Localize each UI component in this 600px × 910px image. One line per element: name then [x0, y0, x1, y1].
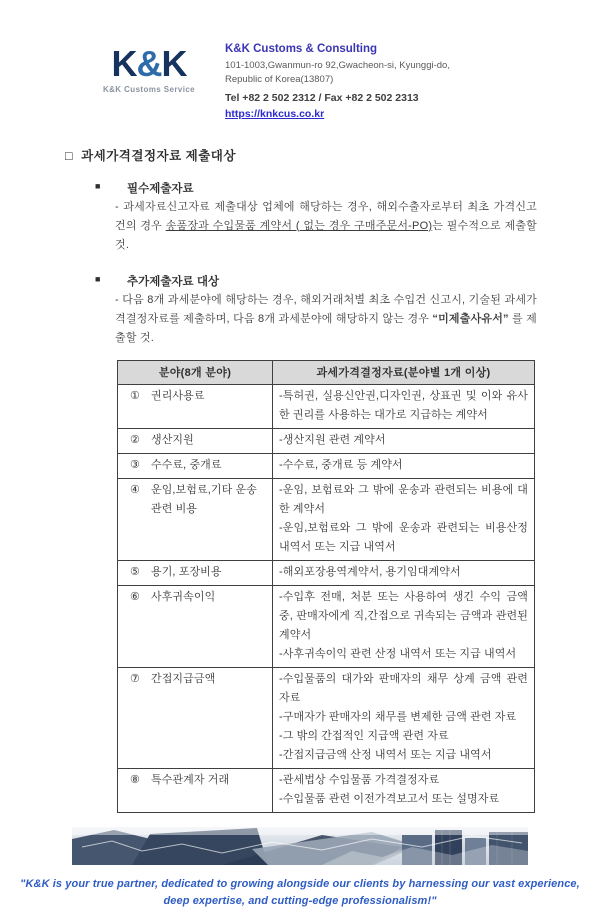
subsection-additional-label: 추가제출자료 대상	[127, 275, 220, 288]
address-line-1: 101-1003,Gwanmun-ro 92,Gwacheon-si, Kyunggi-do,	[225, 60, 450, 71]
required-text-underlined: 송품장과 수입물품 계약서 ( 없는 경우 구매주문서-PO)	[165, 219, 433, 232]
row-number: ⑧	[130, 773, 140, 786]
row-number: ⑥	[130, 590, 140, 603]
table-row	[118, 384, 535, 428]
table-row	[118, 428, 535, 453]
document-line: -수수료, 중개료 등 계약서	[279, 458, 403, 471]
tel-fax: Tel +82 2 502 2312 / Fax +82 2 502 2313	[225, 91, 419, 104]
document-line: -특허권, 실용신안권,디자인권, 상표권 및 이와 유사한 권리를 사용하는 대가로 지급하는 계약서	[279, 389, 528, 421]
row-category: 특수관계자 거래	[150, 773, 230, 786]
documents-cell	[273, 585, 535, 667]
additional-paragraph	[115, 291, 537, 348]
category-cell	[118, 768, 273, 812]
document-line: -그 밖의 간접적인 지급액 관련 자료	[279, 729, 449, 742]
letterhead	[0, 0, 600, 122]
section-heading	[65, 146, 537, 164]
additional-text-bold: “미제출사유서”	[432, 312, 509, 325]
logo-ampersand: &	[136, 43, 162, 84]
document-line: -생산지원 관련 계약서	[279, 433, 386, 446]
category-cell	[118, 667, 273, 768]
document-line: -수입후 전매, 처분 또는 사용하여 생긴 수익 금액 중, 판매자에게 직,간접으로 귀속되는 금액과 관련된 계약서	[279, 590, 528, 641]
open-square-bullet-icon: □	[65, 148, 74, 163]
document-line: -간접지급금액 산정 내역서 또는 지급 내역서	[279, 748, 492, 761]
documents-cell	[273, 768, 535, 812]
row-category: 생산지원	[150, 433, 194, 446]
row-number: ②	[130, 433, 140, 446]
subsection-required-label: 필수제출자료	[127, 182, 194, 195]
row-number: ③	[130, 458, 140, 471]
document-line: -관세법상 수입물품 가격결정자료	[279, 773, 440, 786]
footer-quote	[0, 876, 600, 910]
row-number: ⑦	[130, 672, 140, 685]
row-category: 용기, 포장비용	[150, 565, 222, 578]
section-heading-text: 과세가격결정자료 제출대상	[81, 148, 236, 163]
additional-text-pre: - 다음 8개 과세분야에 해당하는 경우, 해외거래처별 최초 수입건 신고시, 기술된 과세가격결정자료를 제출하며, 다음 8개 과세분야에 해당하지 않는 경우	[115, 293, 537, 325]
required-paragraph	[115, 198, 537, 255]
row-category: 운임,보험료,기타 운송관련 비용	[150, 483, 257, 515]
subsection-additional-title	[95, 273, 600, 289]
table-row	[118, 478, 535, 560]
logo-text	[95, 43, 203, 84]
required-text-pre: - 과세자료신고자료 제출대상 업체에 해당하는 경우, 해외수출자로부터 최초 가격신고건의 경우	[115, 200, 537, 232]
logo-k1: K	[111, 43, 137, 84]
row-number: ⑤	[130, 565, 140, 578]
row-category: 사후귀속이익	[150, 590, 216, 603]
logo-k2: K	[161, 43, 187, 84]
row-category: 간접지급금액	[150, 672, 216, 685]
footer-quote-line-1: "K&K is your true partner, dedicated to growing alongside our clients by harnessing our vast experience,	[20, 877, 580, 890]
category-cell	[118, 453, 273, 478]
document-line: -사후귀속이익 관련 산정 내역서 또는 지급 내역서	[279, 647, 517, 660]
document-line: -운임, 보험료와 그 밖에 운송과 관련되는 비용에 대한 계약서	[279, 483, 528, 515]
document-line: -수입물품의 대가와 판매자의 채무 상계 금액 관련 자료	[279, 672, 528, 704]
category-cell	[118, 585, 273, 667]
additional-text-post: 를 제출할 것.	[115, 312, 537, 344]
category-cell	[118, 478, 273, 560]
filled-square-bullet-icon: ■	[95, 273, 101, 284]
column-header-documents: 과세가격결정자료(분야별 1개 이상)	[273, 360, 535, 384]
valuation-documents-table	[117, 360, 535, 813]
filled-square-bullet-icon: ■	[95, 180, 101, 191]
table-row	[118, 768, 535, 812]
required-text-post: 는 필수적으로 제출할 것.	[115, 219, 538, 251]
documents-cell	[273, 384, 535, 428]
table-row	[118, 585, 535, 667]
company-name: K&K Customs & Consulting	[225, 43, 378, 55]
logo-subtitle: K&K Customs Service	[102, 85, 196, 94]
document-line: -해외포장용역계약서, 용기임대계약서	[279, 565, 461, 578]
table-header	[118, 360, 535, 384]
document-line: -운임,보험료와 그 밖에 운송과 관련되는 비용산정 내역서 또는 지급 내역서	[279, 521, 528, 553]
table-body	[118, 384, 535, 812]
cityscape-banner-image	[72, 827, 528, 865]
row-category: 수수료, 중개료	[150, 458, 222, 471]
table-row	[118, 667, 535, 768]
address-line-2: Republic of Korea(13807)	[225, 74, 334, 86]
category-cell	[118, 384, 273, 428]
footer-quote-line-2: deep expertise, and cutting-edge professionalism!"	[163, 894, 437, 907]
company-logo	[95, 42, 203, 122]
contact-block	[225, 42, 450, 122]
documents-cell	[273, 428, 535, 453]
row-category: 권리사용료	[150, 389, 205, 402]
table-row	[118, 560, 535, 585]
document-line: -구매자가 판매자의 채무를 변제한 금액 관련 자료	[279, 710, 517, 723]
table-row	[118, 453, 535, 478]
documents-cell	[273, 478, 535, 560]
document-line: -수입물품 관련 이전가격보고서 또는 설명자료	[279, 792, 500, 805]
row-number: ④	[130, 483, 140, 496]
documents-cell	[273, 667, 535, 768]
column-header-category: 분야(8개 분야)	[118, 360, 273, 384]
category-cell	[118, 560, 273, 585]
row-number: ①	[130, 389, 140, 402]
documents-cell	[273, 560, 535, 585]
category-cell	[118, 428, 273, 453]
documents-cell	[273, 453, 535, 478]
subsection-required-title	[95, 180, 600, 196]
website-link[interactable]: https://knkcus.co.kr	[225, 107, 325, 120]
